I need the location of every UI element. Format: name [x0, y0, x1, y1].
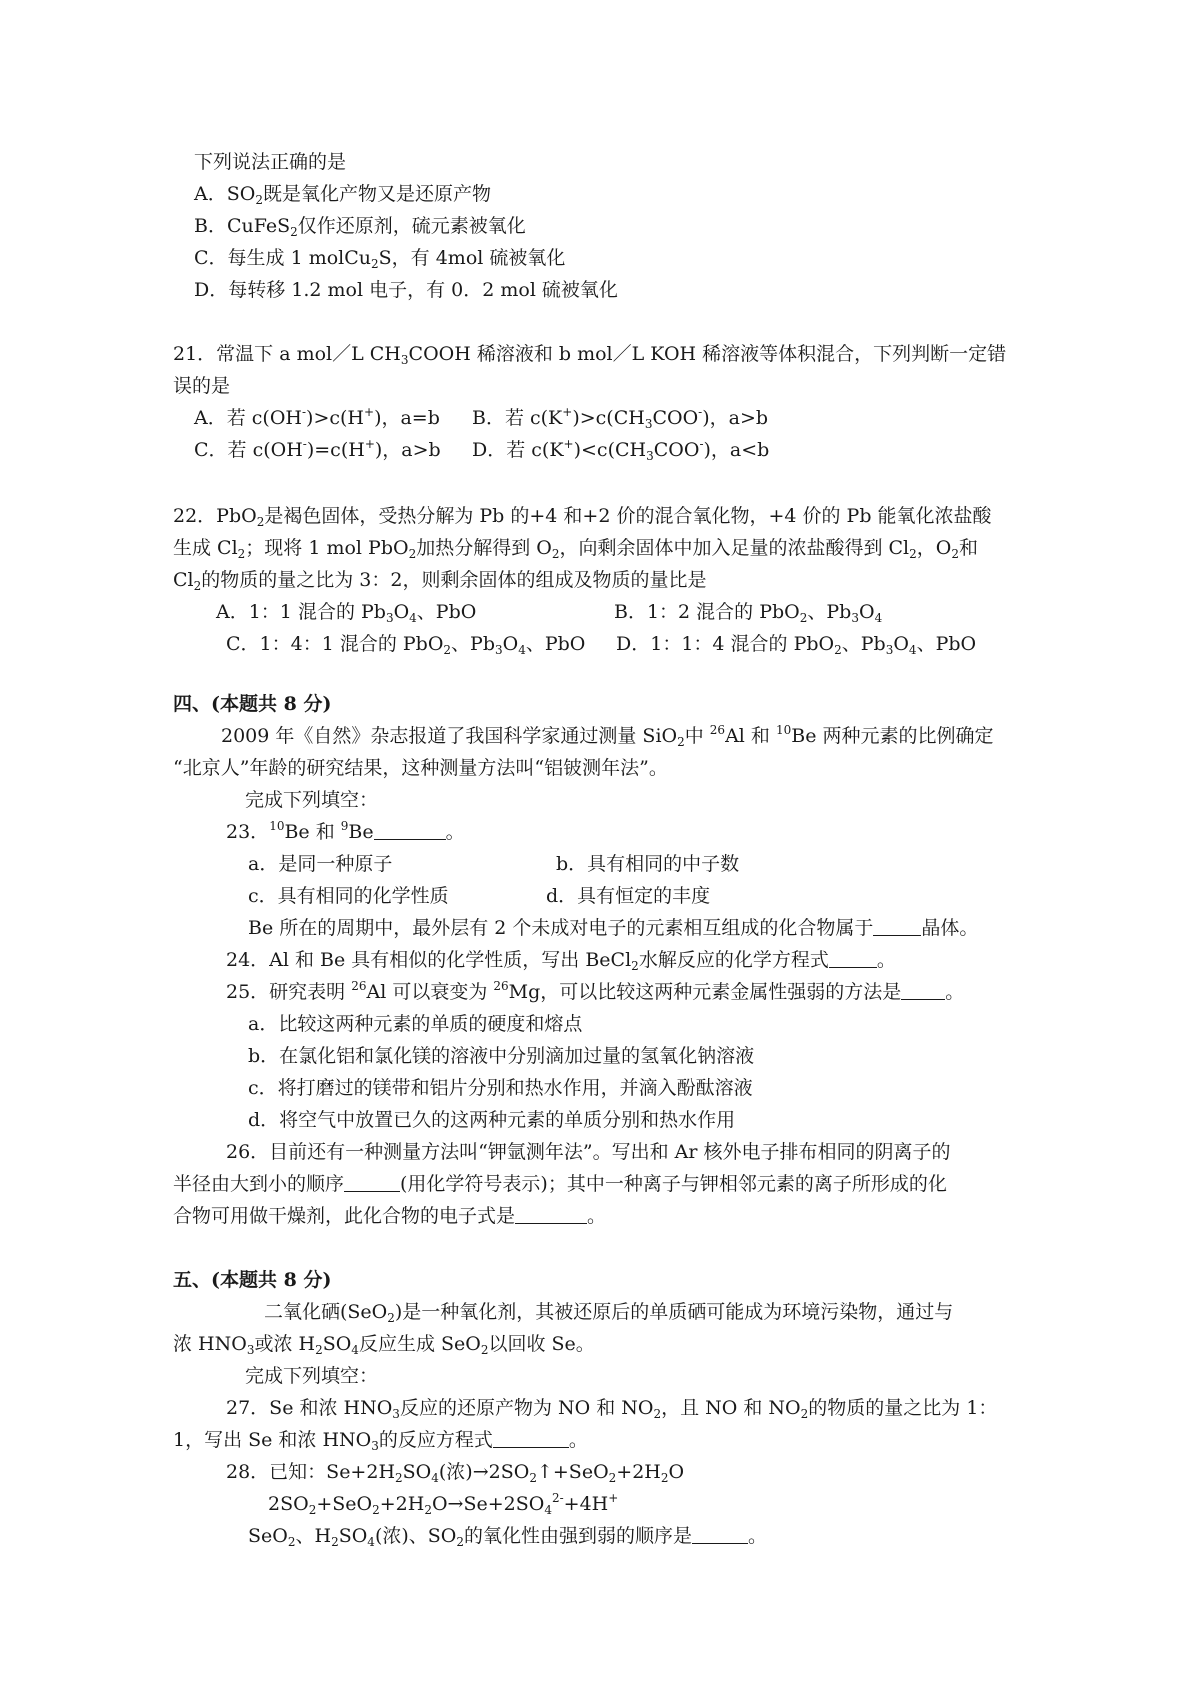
q28-answer-blank[interactable]	[692, 1523, 748, 1544]
q22-option-a: A．1：1 混合的 $Pb_3O_4$、PbO	[216, 601, 477, 625]
q26-radius-blank[interactable]	[344, 1171, 400, 1192]
q23-option-a: a．是同一种原子	[248, 853, 393, 875]
q21-stem-line2: 误的是	[173, 375, 231, 397]
q23-option-d: d．具有恒定的丰度	[546, 885, 711, 907]
sec5-intro-line2: 浓 $HNO_3$或浓 $H_2SO_4$反应生成 SeO$_2$以回收 Se。	[173, 1333, 595, 1357]
q28-equation-2: $2SO_2+SeO_2+2H_2O\to Se+2SO_4^{2-}+4H^+$	[268, 1491, 619, 1517]
sec5-intro-line1: 二氧化硒(SeO$_2$)是一种氧化剂，其被还原后的单质硒可能成为环境污染物，通过与	[264, 1301, 954, 1325]
sec4-fill-instruction: 完成下列填空：	[245, 789, 379, 811]
q21-option-b: B．若 $c(K^+)>c(CH_3COO^-)$，a>b	[472, 405, 769, 431]
section-5-heading: 五、(本题共 8 分)	[173, 1269, 332, 1291]
q26-electron-formula-blank[interactable]	[515, 1203, 587, 1224]
q23-answer-blank[interactable]	[374, 819, 446, 840]
q22-option-d: D．1：1：4 混合的 PbO$_2$、$Pb_3O_4$、PbO	[616, 633, 977, 657]
q27-answer-blank[interactable]	[493, 1427, 569, 1448]
q26-stem-line1: 26．目前还有一种测量方法叫“钾氩测年法”。写出和 Ar 核外电子排布相同的阴离子的	[226, 1141, 951, 1163]
q21-option-c: C．若 c(OH-)=c(H+)，a>b	[194, 437, 441, 461]
sec5-fill-instruction: 完成下列填空：	[245, 1365, 379, 1387]
q25-stem: 25．研究表明 $^{26}$Al 可以衰变为 $^{26}$Mg，可以比较这两种元素金属性强弱的方法是 。	[226, 979, 965, 1003]
sec4-intro-line2: “北京人”年龄的研究结果，这种测量方法叫“铝铍测年法”。	[173, 757, 668, 779]
q25-option-b: b．在氯化铝和氯化镁的溶液中分别滴加过量的氢氧化钠溶液	[248, 1045, 755, 1067]
q25-option-d: d．将空气中放置已久的这两种元素的单质分别和热水作用	[248, 1109, 736, 1131]
q23-stem: 23．$^{10}$Be 和 $^9$Be 。	[226, 819, 465, 843]
q21-option-d: D．若 $c(K^+)<c(CH_3COO^-)$，a<b	[472, 437, 770, 463]
q22-stem-line1: 22．PbO$_2$是褐色固体，受热分解为 Pb 的+4 和+2 价的混合氧化物，+4 价的 Pb 能氧化浓盐酸	[173, 505, 992, 529]
q25-option-c: c．将打磨过的镁带和铝片分别和热水作用，并滴入酚酞溶液	[248, 1077, 753, 1099]
q23-option-b: b．具有相同的中子数	[556, 853, 740, 875]
q26-stem-line3: 合物可用做干燥剂，此化合物的电子式是 。	[173, 1205, 607, 1227]
q20-stem: 下列说法正确的是	[194, 151, 347, 173]
q20-option-b: B．CuFeS$_2$仅作还原剂，硫元素被氧化	[194, 215, 526, 239]
section-4-heading: 四、(本题共 8 分)	[173, 693, 332, 715]
q27-stem-line2: 1，写出 Se 和浓 $HNO_3$的反应方程式 。	[173, 1429, 588, 1453]
q26-stem-line2: 半径由大到小的顺序 (用化学符号表示)；其中一种离子与钾相邻元素的离子所形成的化	[173, 1173, 947, 1195]
q22-option-b: B．1：2 混合的 PbO$_2$、$Pb_3O_4$	[614, 601, 883, 625]
q28-question: SeO$_2$、$H_2SO_4$(浓)、$SO_2$的氧化性由强到弱的顺序是 。	[248, 1525, 768, 1549]
q20-option-a: A．$SO_2$既是氧化产物又是还原产物	[194, 183, 491, 207]
q20-option-c: C．每生成 1 molCu$_2$S，有 4mol 硫被氧化	[194, 247, 566, 271]
q22-stem-line3: $Cl_2$的物质的量之比为 3：2，则剩余固体的组成及物质的量比是	[173, 569, 707, 593]
q24-answer-blank[interactable]	[829, 947, 877, 968]
q21-option-a: A．若 c(OH-)>c(H+)，a=b	[194, 405, 440, 429]
q23-followup: Be 所在的周期中，最外层有 2 个未成对电子的元素相互组成的化合物属于 晶体。	[248, 917, 979, 939]
q25-option-a: a．比较这两种元素的单质的硬度和熔点	[248, 1013, 583, 1035]
q25-answer-blank[interactable]	[901, 979, 945, 1000]
q23-option-c: c．具有相同的化学性质	[248, 885, 449, 907]
q20-option-d: D．每转移 1.2 mol 电子，有 0．2 mol 硫被氧化	[194, 279, 618, 301]
q28-equation-1: 28．已知：$Se+2H_2SO_4$(浓)$\to 2SO_2↑+SeO_2+2H_2O$	[226, 1461, 685, 1485]
q27-stem-line1: 27．Se 和浓 $HNO_3$反应的还原产物为 NO 和 $NO_2$，且 NO 和 $NO_2$的物质的量之比为 1：	[226, 1397, 998, 1421]
q21-stem-line1: 21．常温下 a mol／L $CH_3COOH$ 稀溶液和 b mol／L KOH 稀溶液等体积混合，下列判断一定错	[173, 343, 1007, 367]
q23-crystal-blank[interactable]	[873, 915, 921, 936]
sec4-intro-line1: 2009 年《自然》杂志报道了我国科学家通过测量 SiO$_2$中 $^{26}$Al 和 $^{10}$Be 两种元素的比例确定	[221, 723, 994, 749]
q24-stem: 24．Al 和 Be 具有相似的化学性质，写出 BeCl$_2$水解反应的化学方程式 。	[226, 949, 896, 973]
q22-stem-line2: 生成 $Cl_2$；现将 1 mol PbO$_2$加热分解得到 $O_2$，向剩余固体中加入足量的浓盐酸得到 $Cl_2$，$O_2$和	[173, 537, 978, 561]
q22-option-c: C．1：4：1 混合的 PbO$_2$、$Pb_3O_4$、PbO	[226, 633, 586, 657]
